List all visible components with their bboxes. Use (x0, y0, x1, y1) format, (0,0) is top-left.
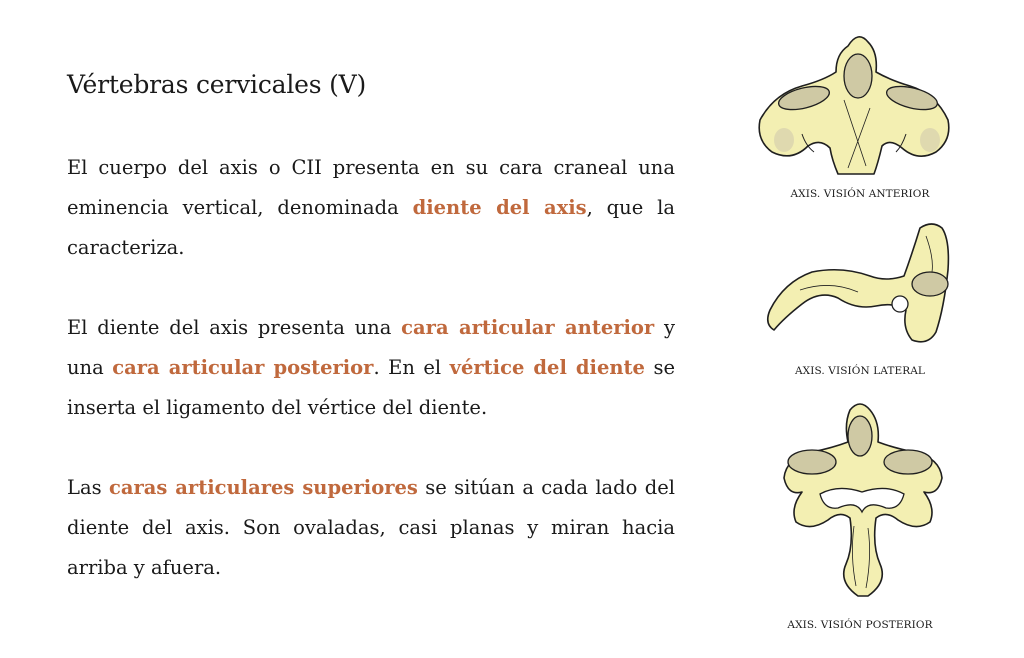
text-run: Las (67, 476, 109, 499)
figure-caption-anterior: AXIS. VISIÓN ANTERIOR (790, 188, 930, 200)
term-cara-articular-anterior: cara articular anterior (401, 316, 655, 339)
term-caras-articulares-superiores: caras articulares superiores (108, 476, 418, 499)
text-run: , que la caracteriza. (67, 196, 675, 259)
term-diente-del-axis: diente del axis (412, 196, 587, 219)
axis-posterior-illustration (758, 396, 968, 606)
text-run: y una (67, 316, 676, 379)
paragraph-1 (67, 148, 675, 268)
text-run: se sitúan a cada lado del diente del axis. Son ovaladas, casi planas y miran hacia arriba y afuera. (67, 476, 676, 579)
figure-caption-lateral: AXIS. VISIÓN LATERAL (794, 365, 925, 377)
text-run: se inserta el ligamento del vértice del diente. (67, 356, 675, 419)
text-run: El cuerpo del axis o CII presenta en su cara craneal una eminencia vertical, denominada (67, 156, 675, 219)
term-cara-articular-posterior: cara articular posterior (112, 356, 374, 379)
figure-caption-posterior: AXIS. VISIÓN POSTERIOR (787, 619, 933, 631)
paragraph-3 (67, 468, 675, 588)
axis-lateral-illustration (760, 218, 960, 348)
text-run: . En el (373, 356, 450, 379)
page-title: Vértebras cervicales (V) (67, 70, 367, 99)
paragraph-2 (67, 308, 675, 428)
axis-anterior-illustration (750, 28, 980, 178)
text-run: El diente del axis presenta una (67, 316, 402, 339)
term-vertice-del-diente: vértice del diente (449, 356, 645, 379)
